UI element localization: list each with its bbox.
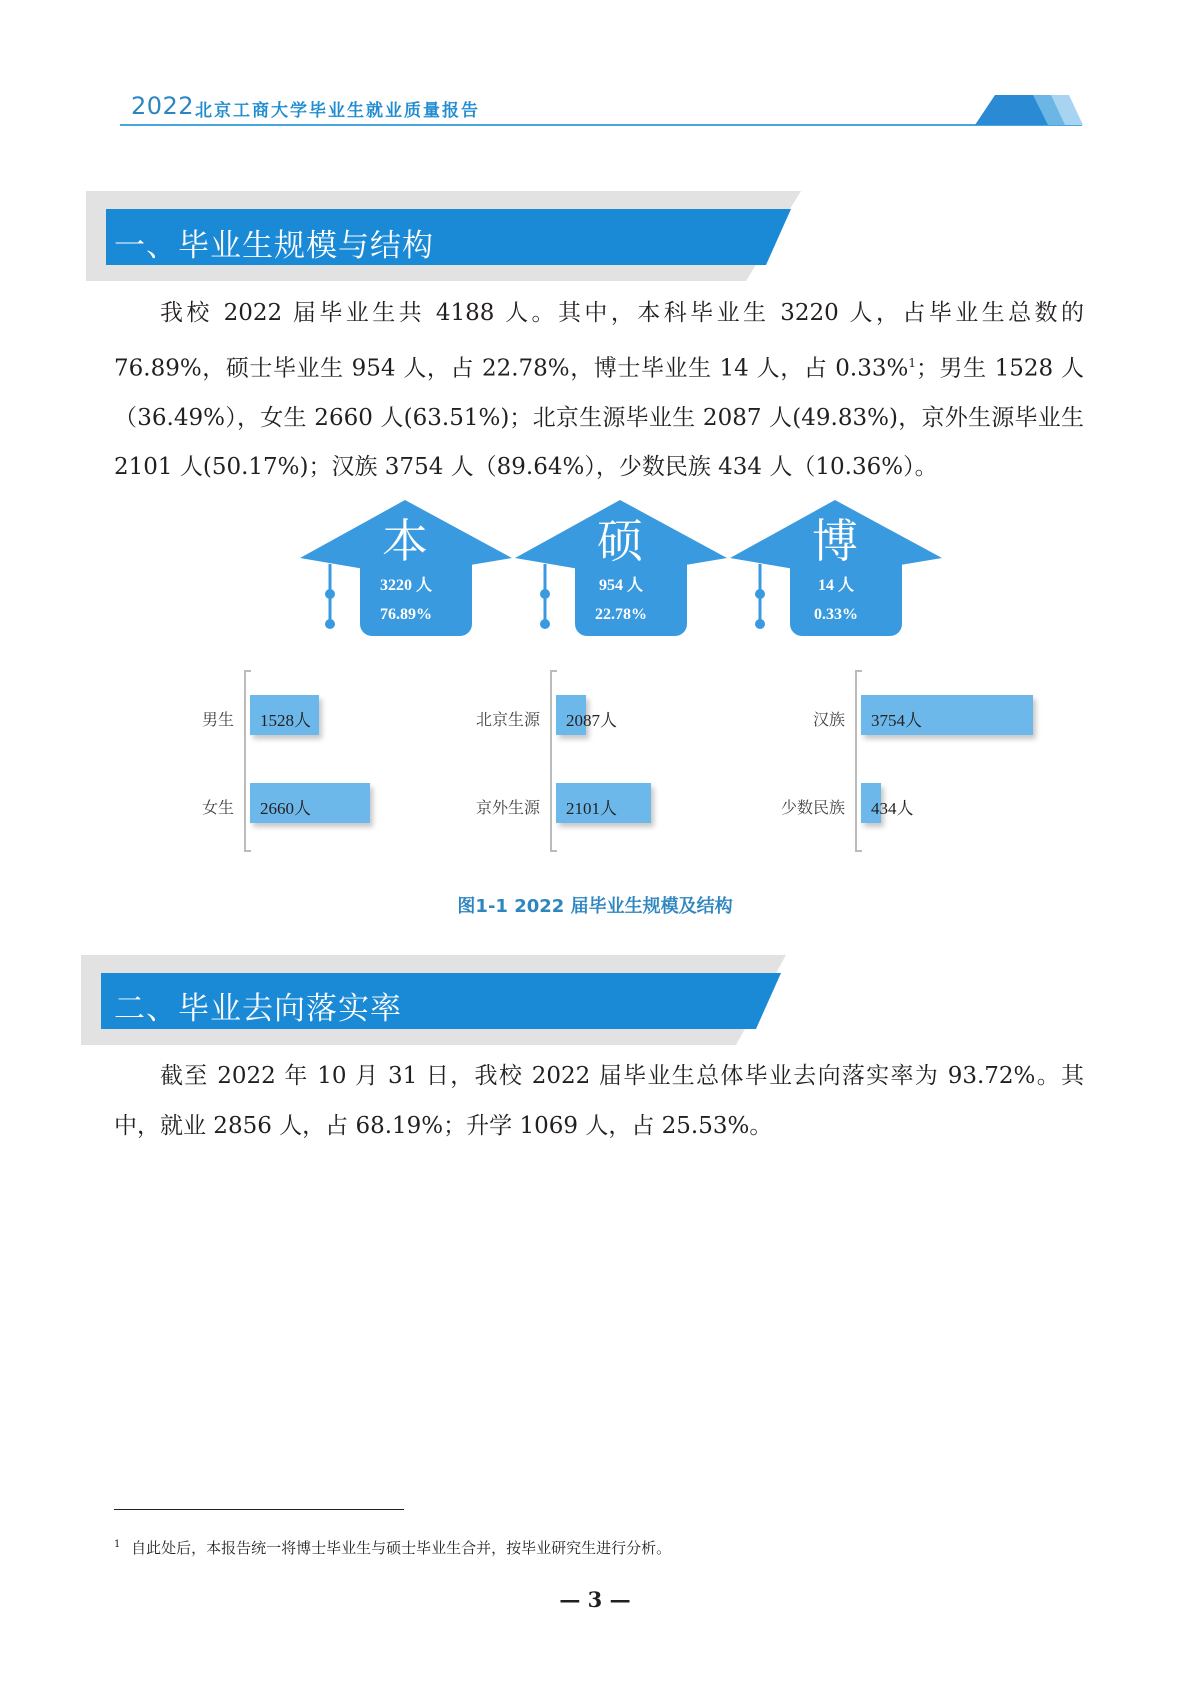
cap-count-doctor: 14 人 xyxy=(817,577,854,594)
footnote-ref[interactable]: 1 xyxy=(908,355,916,370)
section2-text: 截至 2022 年 10 月 31 日，我校 2022 届毕业生总体毕业去向落实率为 93.72%。其中，就业 2856 人，占 68.19%；升学 1069 人，占 25.53%。 xyxy=(114,1063,1084,1139)
cap-count-bachelor: 3220 人 xyxy=(379,577,432,594)
header-rule xyxy=(120,124,1082,126)
cap-pct-master: 22.78% xyxy=(595,606,647,623)
footnote-rule xyxy=(114,1509,404,1510)
header-decoration xyxy=(975,95,1085,127)
bar-label-han: 汉族 xyxy=(812,710,845,729)
header-title: 北京工商大学毕业生就业质量报告 xyxy=(195,101,480,121)
section1-title: 一、毕业生规模与结构 xyxy=(114,228,434,264)
section1-text-b: ；男生 1528 人（36.49%），女生 2660 人(63.51%)；北京生源毕业生 2087 人(49.83%)，京外生源毕业生 2101 人(50.17%)；汉族 3754 人（89.64%），少数民族 434 人（10.36%）。 xyxy=(114,355,1084,481)
section1-paragraph xyxy=(114,289,1084,493)
footnote xyxy=(114,1537,671,1558)
section1-text-a: 我校 2022 届毕业生共 4188 人。其中，本科毕业生 3220 人，占毕业生总数的 76.89%，硕士毕业生 954 人，占 22.78%，博士毕业生 14 人，占 0.33% xyxy=(114,300,1084,382)
bar-value-han: 3754人 xyxy=(871,711,922,730)
bar-value-minority: 434人 xyxy=(871,799,914,818)
bar-value-outside: 2101人 xyxy=(566,799,617,818)
cap-pct-bachelor: 76.89% xyxy=(380,606,432,623)
cap-char-master: 硕 xyxy=(597,514,643,568)
bar-label-female: 女生 xyxy=(201,798,234,817)
figure-caption: 图1-1 2022 届毕业生规模及结构 xyxy=(457,896,733,917)
section2-paragraph xyxy=(114,1052,1084,1151)
page-number: — 3 — xyxy=(559,1587,631,1612)
cap-pct-doctor: 0.33% xyxy=(814,606,858,623)
footnote-text: 自此处后，本报告统一将博士毕业生与硕士毕业生合并，按毕业研究生进行分析。 xyxy=(131,1539,672,1557)
bar-label-beijing: 北京生源 xyxy=(475,710,540,729)
cap-count-master: 954 人 xyxy=(598,577,643,594)
header-year: 2022 xyxy=(131,92,195,120)
bar-value-male: 1528人 xyxy=(260,711,311,730)
bar-label-minority: 少数民族 xyxy=(780,798,845,817)
cap-char-bachelor: 本 xyxy=(382,514,428,568)
bar-value-female: 2660人 xyxy=(260,799,311,818)
bar-label-outside: 京外生源 xyxy=(475,798,540,817)
footnote-mark: 1 xyxy=(114,1539,121,1550)
bar-value-beijing: 2087人 xyxy=(566,711,617,730)
section2-title: 二、毕业去向落实率 xyxy=(114,991,402,1027)
bar-label-male: 男生 xyxy=(201,710,234,729)
cap-char-doctor: 博 xyxy=(812,514,858,568)
